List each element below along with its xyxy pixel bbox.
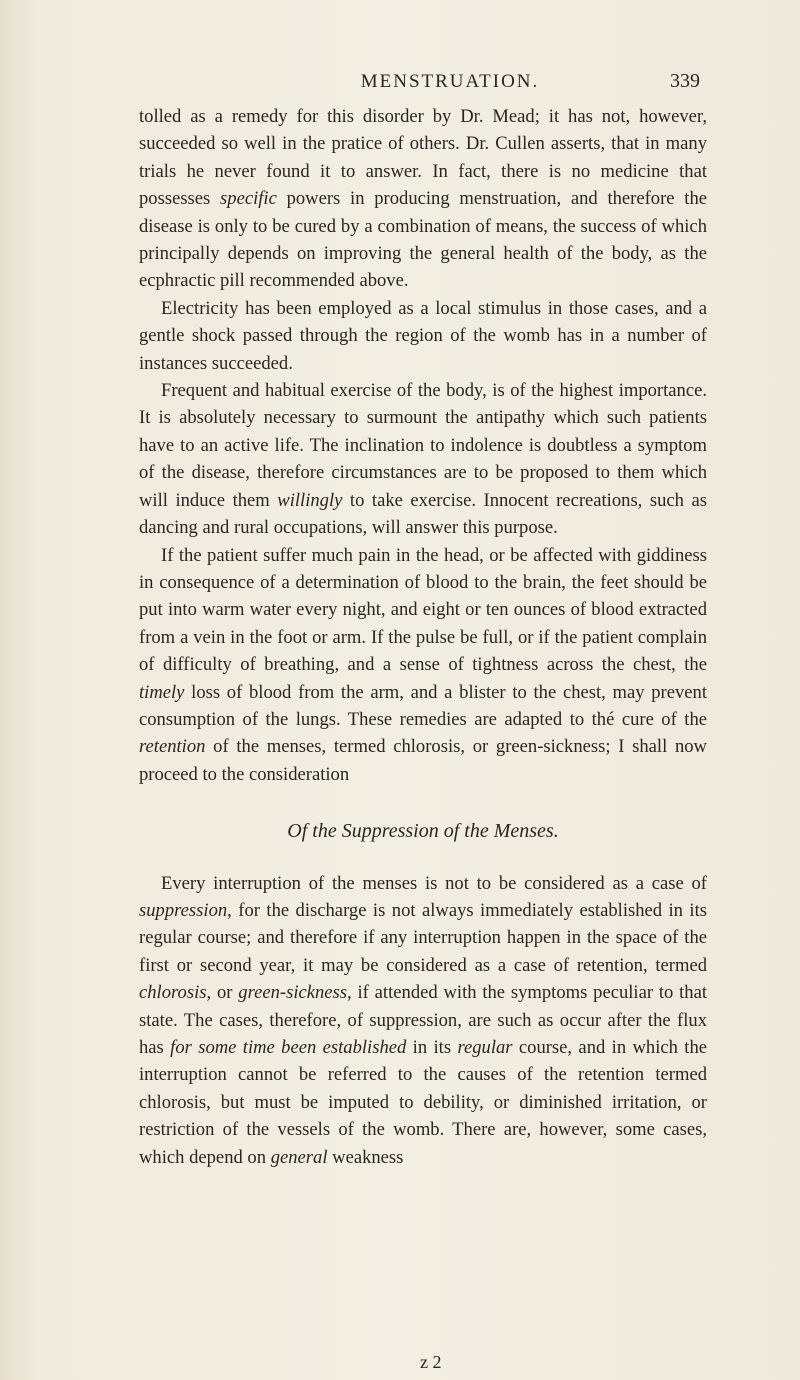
text-segment: to take exercise. Innocent recreations, such as dancing and rural occupations, will answer this purpose. [139, 489, 707, 539]
page-header [140, 70, 700, 93]
section-heading: Of the Suppression of the Menses. [287, 820, 559, 843]
paragraph-p1 [139, 103, 707, 295]
text-segment: tolled as a remedy for this disorder by Dr. Mead; it has not, however, succeeded so well in the pratice of others. Dr. Cullen asserts, that in many trials he never found it to answer. In fact, there is no medicine that possesses [139, 106, 707, 210]
italic-text: green-sickness [238, 982, 348, 1004]
text-segment: , or [206, 982, 239, 1004]
paragraph-p3 [139, 377, 707, 541]
italic-text: for some time been established [170, 1037, 407, 1058]
text-segment: of the menses, termed chlorosis, or green-sickness; I shall now proceed to the consideration [139, 736, 707, 785]
paragraph-p4 [139, 542, 707, 789]
text-segment: , for the discharge is not always immediately established in its regular course; and therefore if any interruption happen in the space of the first or second year, it may be considered as a case of retention, termed [139, 899, 707, 976]
italic-text: retention [139, 736, 206, 758]
paragraphs-before-heading [139, 103, 707, 788]
italic-text: suppression [139, 899, 228, 921]
text-segment: in its [406, 1037, 458, 1058]
text-segment: weakness [327, 1146, 404, 1168]
italic-text: regular [457, 1037, 513, 1058]
text-segment: powers in producing menstruation, and therefore the disease is only to be cured by a combination of means, the success of which principally depends on improving the general health of the body, as the ecphractic pill recommended above. [139, 188, 707, 292]
text-segment: , if attended with the symptoms peculiar to that state. The cases, therefore, of suppression, are such as occur after the flux has [139, 982, 707, 1058]
italic-text: general [270, 1146, 328, 1168]
italic-text: willingly [277, 489, 343, 511]
italic-text: specific [220, 188, 277, 210]
italic-text: timely [139, 681, 185, 703]
text-segment: Electricity has been employed as a local stimulus in those cases, and a gentle shock passed through the region of the womb has in a number of instances succeeded. [139, 297, 707, 374]
page-number: 339 [670, 70, 700, 92]
signature-mark: z 2 [420, 1352, 442, 1372]
text-segment: Frequent and habitual exercise of the body, is of the highest importance. It is absolutely necessary to surmount the antipathy which such patients have to an active life. The inclination to indolence is doubtless a symptom of the disease, therefore circumstances are to be proposed to them which will induce them [139, 380, 707, 511]
running-title: MENSTRUATION. [360, 71, 540, 92]
italic-text: chlorosis [139, 982, 207, 1004]
text-segment: course, and in which the interruption cannot be referred to the causes of the retention termed chlorosis, but must be imputed to debility, or diminished irritation, or restriction of the vessels of the womb. There are, however, some cases, which depend on [139, 1037, 707, 1168]
page-body [139, 103, 707, 1171]
text-segment: If the patient suffer much pain in the head, or be affected with giddiness in consequence of a determination of blood to the brain, the feet should be put into warm water every night, and eight or ten ounces of blood extracted from a vein in the foot or arm. If the pulse be full, or if the patient complain of difficulty of breathing, and a sense of tightness across the chest, the [139, 544, 707, 676]
paragraph-p2 [139, 295, 707, 377]
text-segment: loss of blood from the arm, and a blister to the chest, may prevent consumption of the lungs. These remedies are adapted to thé cure of the [139, 681, 707, 730]
text-segment: Every interruption of the menses is not to be considered as a case of [161, 872, 707, 894]
paragraphs-after-heading [139, 870, 707, 1171]
paragraph-p5 [139, 870, 707, 1171]
